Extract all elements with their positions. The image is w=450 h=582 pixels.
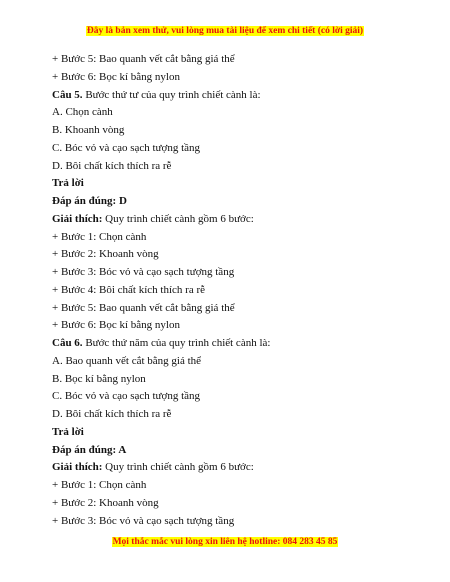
line-text: + Bước 5: Bao quanh vết cắt bằng giá thể	[52, 53, 235, 65]
document-line	[52, 104, 432, 122]
bold-label: Câu 5.	[52, 88, 83, 101]
line-text: + Bước 1: Chọn cành	[52, 230, 147, 243]
line-text: C. Bóc vỏ và cạo sạch tượng tầng	[52, 390, 201, 403]
hotline-text: Mọi thắc mắc vui lòng xin liên hệ hotline: 084 283 45 85	[112, 537, 338, 547]
document-line	[52, 513, 432, 531]
hotline-footer-banner	[0, 536, 450, 548]
bold-label: Giải thích:	[52, 461, 103, 474]
document-line	[52, 158, 432, 176]
line-text: Bước thứ năm của quy trình chiết cành là:	[82, 337, 271, 349]
document-line	[52, 264, 432, 282]
document-line	[52, 87, 432, 105]
document-line	[52, 51, 432, 69]
line-text: Quy trình chiết cành gồm 6 bước:	[102, 212, 254, 225]
document-line	[52, 388, 432, 406]
line-text: D. Bôi chất kích thích ra rễ	[52, 159, 172, 172]
line-text: + Bước 2: Khoanh vòng	[52, 248, 159, 261]
document-line	[52, 175, 432, 193]
preview-notice-text: Đây là bản xem thử, vui lòng mua tài liệu để xem chi tiết (có lời giải)	[86, 26, 364, 36]
document-line	[52, 459, 432, 477]
document-line	[52, 371, 432, 389]
line-text: C. Bóc vỏ và cạo sạch tượng tầng	[52, 141, 201, 154]
document-line	[52, 495, 432, 513]
preview-notice-banner	[0, 25, 450, 37]
bold-label: Câu 6.	[52, 337, 83, 349]
line-text: + Bước 3: Bóc vỏ và cạo sạch tượng tầng	[52, 514, 235, 527]
line-text: + Bước 1: Chọn cành	[52, 479, 147, 491]
document-line	[52, 442, 432, 460]
line-text: A. Chọn cành	[52, 106, 113, 119]
bold-label: Trả lời	[52, 177, 84, 190]
document-line	[52, 300, 432, 318]
bold-label: Giải thích:	[52, 212, 103, 225]
line-text: Quy trình chiết cành gồm 6 bước:	[102, 461, 254, 474]
line-text: D. Bôi chất kích thích ra rễ	[52, 408, 172, 420]
line-text: Bước thứ tư của quy trình chiết cành là:	[82, 88, 261, 101]
line-text: + Bước 6: Bọc kí bằng nylon	[52, 319, 180, 332]
document-line	[52, 140, 432, 158]
document-line	[52, 282, 432, 300]
document-line	[52, 317, 432, 335]
line-text: B. Khoanh vòng	[52, 124, 125, 136]
document-line	[52, 246, 432, 264]
document-line	[52, 193, 432, 211]
bold-label: Đáp án đúng: A	[52, 443, 127, 456]
line-text: + Bước 6: Bọc kí bằng nylon	[52, 70, 180, 83]
document-body	[52, 51, 432, 530]
line-text: + Bước 5: Bao quanh vết cắt bằng giá thể	[52, 301, 235, 314]
line-text: A. Bao quanh vết cắt bằng giá thể	[52, 354, 202, 367]
document-line	[52, 229, 432, 247]
bold-label: Đáp án đúng: D	[52, 195, 127, 207]
document-line	[52, 211, 432, 229]
line-text: + Bước 4: Bôi chất kích thích ra rễ	[52, 283, 205, 296]
document-line	[52, 69, 432, 87]
line-text: B. Bọc kí bằng nylon	[52, 372, 146, 385]
line-text: + Bước 3: Bóc vỏ và cạo sạch tượng tầng	[52, 266, 235, 278]
line-text: + Bước 2: Khoanh vòng	[52, 496, 159, 509]
document-line	[52, 353, 432, 371]
document-line	[52, 477, 432, 495]
document-line	[52, 122, 432, 140]
document-line	[52, 406, 432, 424]
document-line	[52, 335, 432, 353]
bold-label: Trả lời	[52, 425, 84, 438]
document-line	[52, 424, 432, 442]
